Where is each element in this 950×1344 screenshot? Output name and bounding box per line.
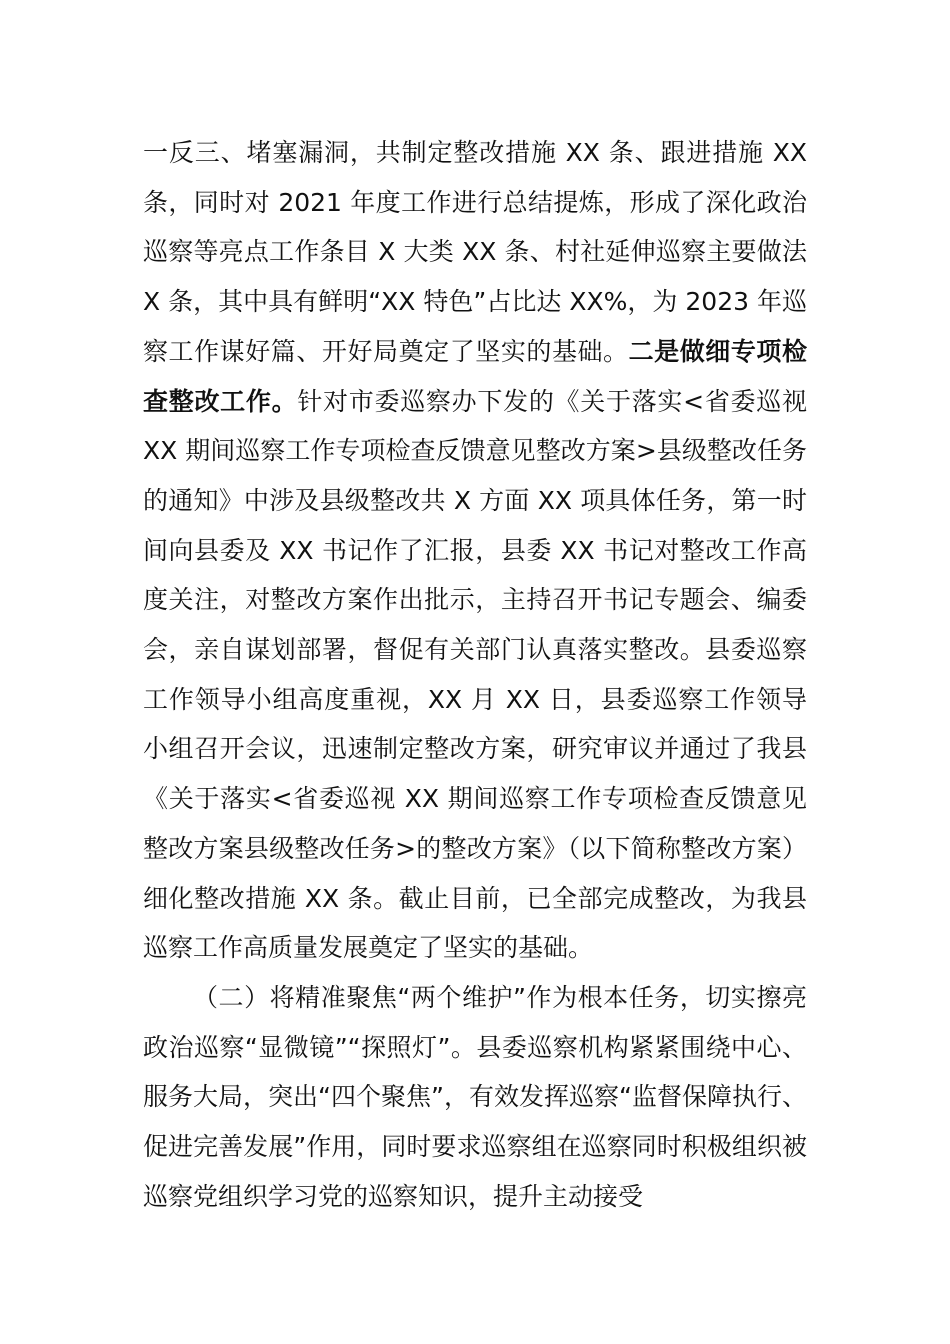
paragraph-1-text-b: 针对市委巡察办下发的《关于落实<省委巡视 XX 期间巡察工作专项检查反馈意见整改方案>县级整改任务的通知》中涉及县级整改共 X 方面 XX 项具体任务，第一时间向县委及 XX 书记作了汇报，县委 XX 书记对整改工作高度关注，对整改方案作出批示，主持召开书记专题会、编委会，亲自谋划部署，督促有关部门认真落实整改。县委巡察工作领导小组高度重视，XX 月 XX 日，县委巡察工作领导小组召开会议，迅速制定整改方案，研究审议并通过了我县《关于落实<省委巡视 XX 期间巡察工作专项检查反馈意见整改方案县级整改任务>的整改方案》（以下简称整改方案）细化整改措施 XX 条。截止目前，已全部完成整改，为我县巡察工作高质量发展奠定了坚实的基础。: [143, 386, 807, 963]
paragraph-1-text-a: 一反三、堵塞漏洞，共制定整改措施 XX 条、跟进措施 XX 条，同时对 2021 年度工作进行总结提炼，形成了深化政治巡察等亮点工作条目 X 大类 XX 条、村社延伸巡察主要做法 X 条，其中具有鲜明“XX 特色”占比达 XX%，为 2023 年巡察工作谋好篇、开好局奠定了坚实的基础。: [143, 138, 807, 366]
paragraph-1-bold-heading: 二是做细专项检查整改工作。: [143, 336, 807, 416]
document-body: [143, 128, 807, 1221]
body-paragraph-1: [143, 128, 807, 973]
body-paragraph-2: [143, 973, 807, 1222]
paragraph-2-text: （二）将精准聚焦“两个维护”作为根本任务，切实擦亮政治巡察“显微镜”“探照灯”。县委巡察机构紧紧围绕中心、服务大局，突出“四个聚焦”，有效发挥巡察“监督保障执行、促进完善发展”作用，同时要求巡察组在巡察同时积极组织被巡察党组织学习党的巡察知识，提升主动接受: [143, 982, 807, 1211]
